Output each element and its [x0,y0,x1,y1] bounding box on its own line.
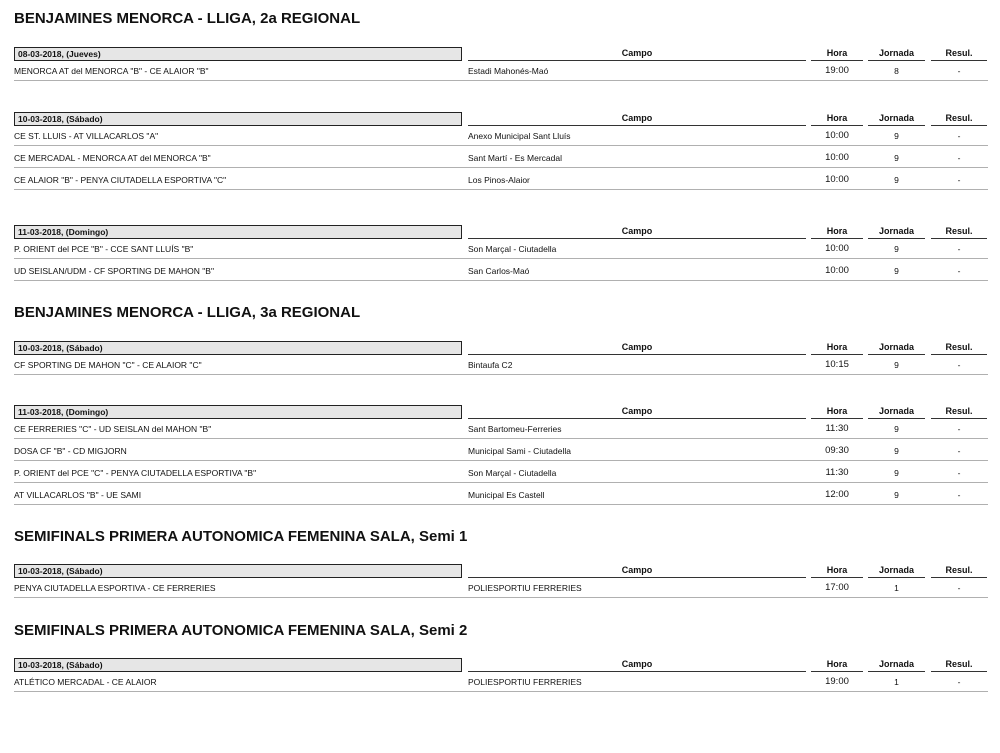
column-header-campo: Campo [468,47,806,61]
match-result: - [957,468,961,478]
match-date-header: 10-03-2018, (Sábado) [14,564,462,578]
column-header-campo: Campo [468,658,806,672]
column-header-resul: Resul. [931,405,987,419]
match-row [14,239,988,259]
column-header-resul: Resul. [931,112,987,126]
match-round: 1 [894,677,899,687]
column-header-resul: Resul. [931,47,987,61]
section-title: BENJAMINES MENORCA - LLIGA, 2a REGIONAL [14,10,361,27]
match-teams: CE MERCADAL - MENORCA AT del MENORCA "B" [14,153,211,163]
column-header-resul: Resul. [931,225,987,239]
match-time: 09:30 [825,445,849,456]
match-row [14,485,988,505]
section-title: BENJAMINES MENORCA - LLIGA, 3a REGIONAL [14,304,361,321]
column-header-hora: Hora [811,225,863,239]
column-header-jornada: Jornada [868,405,925,419]
match-time: 10:00 [825,152,849,163]
match-date-header: 08-03-2018, (Jueves) [14,47,462,61]
match-venue: Son Marçal - Ciutadella [468,468,557,478]
match-row [14,463,988,483]
match-date-header: 10-03-2018, (Sábado) [14,112,462,126]
match-round: 9 [894,490,899,500]
match-round: 9 [894,131,899,141]
match-row [14,441,988,461]
column-header-resul: Resul. [931,658,987,672]
match-teams: P. ORIENT del PCE "C" - PENYA CIUTADELLA ESPORTIVA "B" [14,468,257,478]
match-result: - [957,66,961,76]
match-venue: Anexo Municipal Sant Lluís [468,131,571,141]
match-teams: CE ST. LLUIS - AT VILLACARLOS "A" [14,131,159,141]
column-header-hora: Hora [811,564,863,578]
match-round: 9 [894,360,899,370]
match-time: 17:00 [825,582,849,593]
match-row [14,148,988,168]
match-time: 10:15 [825,359,849,370]
match-date-header: 11-03-2018, (Domingo) [14,225,462,239]
match-round: 9 [894,424,899,434]
match-venue: Municipal Sami - Ciutadella [468,446,571,456]
match-venue: Son Marçal - Ciutadella [468,244,557,254]
match-result: - [957,677,961,687]
match-row [14,61,988,81]
column-header-hora: Hora [811,405,863,419]
match-row [14,170,988,190]
match-result: - [957,131,961,141]
match-result: - [957,244,961,254]
match-teams: PENYA CIUTADELLA ESPORTIVA - CE FERRERIES [14,583,216,593]
match-time: 12:00 [825,489,849,500]
match-result: - [957,424,961,434]
match-time: 10:00 [825,265,849,276]
match-teams: CF SPORTING DE MAHON "C" - CE ALAIOR "C" [14,360,202,370]
match-row [14,419,988,439]
match-row [14,672,988,692]
match-time: 19:00 [825,676,849,687]
match-date-header: 11-03-2018, (Domingo) [14,405,462,419]
match-venue: San Carlos-Maó [468,266,530,276]
match-venue: Sant Bartomeu-Ferreries [468,424,562,434]
match-date-header: 10-03-2018, (Sábado) [14,658,462,672]
column-header-campo: Campo [468,564,806,578]
column-header-resul: Resul. [931,564,987,578]
match-time: 11:30 [825,423,849,434]
match-venue: Los Pinos-Alaior [468,175,530,185]
column-header-jornada: Jornada [868,225,925,239]
match-teams: P. ORIENT del PCE "B" - CCE SANT LLUÍS "B" [14,244,194,254]
match-date-header: 10-03-2018, (Sábado) [14,341,462,355]
match-teams: UD SEISLAN/UDM - CF SPORTING DE MAHON "B" [14,266,214,276]
match-venue: Estadi Mahonés-Maó [468,66,549,76]
column-header-hora: Hora [811,47,863,61]
match-round: 1 [894,583,899,593]
match-teams: ATLÉTICO MERCADAL - CE ALAIOR [14,677,157,687]
column-header-hora: Hora [811,658,863,672]
match-teams: MENORCA AT del MENORCA "B" - CE ALAIOR "B" [14,66,209,76]
match-time: 19:00 [825,65,849,76]
match-teams: CE FERRERIES "C" - UD SEISLAN del MAHON "B" [14,424,212,434]
match-venue: POLIESPORTIU FERRERIES [468,583,582,593]
match-round: 9 [894,468,899,478]
match-result: - [957,153,961,163]
match-row [14,261,988,281]
match-teams: DOSA CF "B" - CD MIGJORN [14,446,127,456]
match-result: - [957,360,961,370]
column-header-jornada: Jornada [868,341,925,355]
match-round: 9 [894,175,899,185]
match-teams: CE ALAIOR "B" - PENYA CIUTADELLA ESPORTIVA "C" [14,175,227,185]
column-header-jornada: Jornada [868,47,925,61]
column-header-jornada: Jornada [868,658,925,672]
match-venue: Municipal Es Castell [468,490,545,500]
match-venue: Bintaufa C2 [468,360,513,370]
match-round: 9 [894,153,899,163]
match-time: 10:00 [825,243,849,254]
match-venue: POLIESPORTIU FERRERIES [468,677,582,687]
column-header-campo: Campo [468,341,806,355]
match-time: 10:00 [825,174,849,185]
match-result: - [957,490,961,500]
match-time: 11:30 [825,467,849,478]
match-venue: Sant Martí - Es Mercadal [468,153,563,163]
column-header-jornada: Jornada [868,564,925,578]
section-title: SEMIFINALS PRIMERA AUTONOMICA FEMENINA SALA, Semi 2 [14,622,468,639]
column-header-campo: Campo [468,112,806,126]
match-row [14,355,988,375]
match-teams: AT VILLACARLOS "B" - UE SAMI [14,490,142,500]
section-title: SEMIFINALS PRIMERA AUTONOMICA FEMENINA SALA, Semi 1 [14,528,468,545]
column-header-jornada: Jornada [868,112,925,126]
match-result: - [957,583,961,593]
column-header-campo: Campo [468,405,806,419]
match-round: 9 [894,244,899,254]
column-header-campo: Campo [468,225,806,239]
match-round: 9 [894,446,899,456]
match-row [14,126,988,146]
match-round: 9 [894,266,899,276]
match-row [14,578,988,598]
match-result: - [957,175,961,185]
column-header-hora: Hora [811,341,863,355]
match-time: 10:00 [825,130,849,141]
column-header-hora: Hora [811,112,863,126]
match-result: - [957,266,961,276]
column-header-resul: Resul. [931,341,987,355]
match-result: - [957,446,961,456]
match-round: 8 [894,66,899,76]
